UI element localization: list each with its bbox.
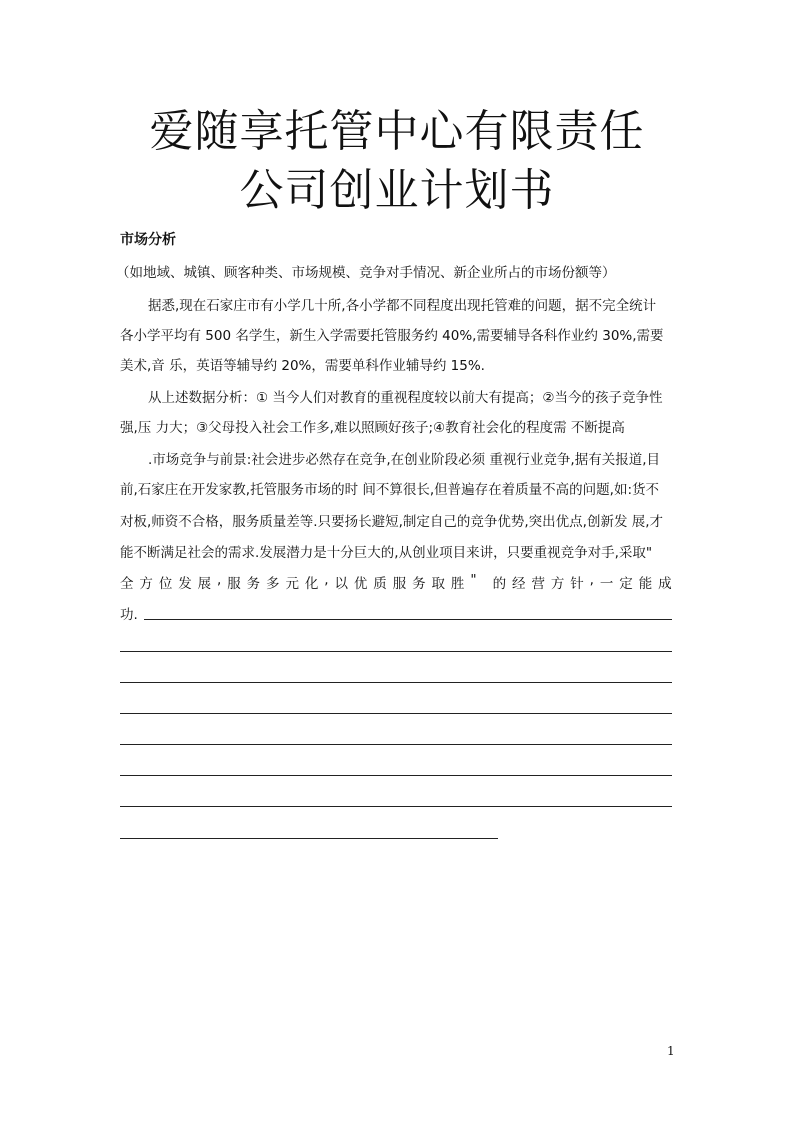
blank-line bbox=[120, 775, 672, 776]
section-heading: 市场分析 bbox=[120, 232, 176, 248]
spread-char: 定 bbox=[619, 576, 633, 592]
spread-char: 以 bbox=[334, 576, 348, 592]
paragraph-line: 据悉,现在石家庄市有小学几十所,各小学都不同程度出现托管难的问题，据不完全统计 bbox=[148, 298, 657, 314]
spread-char: 多 bbox=[266, 576, 280, 592]
paragraph-line: 前,石家庄在开发家教,托管服务市场的时 间不算很长,但普遍存在着质量不高的问题,如:货不 bbox=[120, 482, 660, 498]
paragraph-line: 从上述数据分析：① 当今人们对教育的重视程度较以前大有提高；②当今的孩子竞争性 bbox=[148, 390, 663, 406]
spread-char: 一 bbox=[599, 576, 614, 592]
paragraph-line: 对板,师资不合格，服务质量差等.只要扬长避短,制定自己的竞争优势,突出优点,创新发 展,才 bbox=[120, 514, 664, 530]
blank-line bbox=[144, 619, 672, 620]
spread-char: 服 bbox=[227, 576, 241, 592]
spread-char: 方 bbox=[550, 576, 565, 592]
spread-char: 务 bbox=[246, 576, 261, 592]
blank-line bbox=[120, 806, 672, 807]
spread-char: 的 bbox=[492, 576, 507, 592]
paragraph-line: 美术,音 乐，英语等辅导约 20%，需要单科作业辅导约 15%. bbox=[120, 358, 485, 374]
spread-char: 展 bbox=[197, 576, 212, 592]
document-title-line-1: 爱随享托管中心有限责任 bbox=[149, 106, 645, 157]
spread-char: 胜 bbox=[450, 576, 465, 592]
blank-line bbox=[120, 744, 672, 745]
spread-char: 服 bbox=[392, 576, 407, 592]
spread-char: 营 bbox=[531, 576, 545, 592]
spread-char: 能 bbox=[638, 576, 653, 592]
spread-char bbox=[482, 572, 486, 592]
spread-char: 经 bbox=[512, 576, 526, 592]
paragraph-spread-line bbox=[120, 572, 672, 592]
spread-char: 质 bbox=[373, 576, 387, 592]
blank-line bbox=[120, 651, 672, 652]
spread-char: " bbox=[470, 572, 477, 588]
spread-char: 务 bbox=[412, 576, 426, 592]
blank-line bbox=[120, 713, 672, 714]
spread-char: 化 bbox=[304, 576, 319, 592]
spread-char: 元 bbox=[285, 576, 299, 592]
spread-char: , bbox=[324, 572, 329, 588]
spread-char: 优 bbox=[353, 576, 368, 592]
document-title-line-2: 公司创业计划书 bbox=[239, 165, 555, 216]
paragraph-line: 强,压 力大；③父母投入社会工作多,难以照顾好孩子;④教育社会化的程度需 不断提高 bbox=[120, 420, 625, 436]
section-subheading: （如地域、城镇、顾客种类、市场规模、竞争对手情况、新企业所占的市场份额等） bbox=[116, 265, 616, 281]
spread-char: 全 bbox=[120, 576, 134, 592]
page-number: 1 bbox=[667, 1044, 675, 1058]
spread-char: , bbox=[217, 572, 222, 588]
blank-line bbox=[120, 682, 672, 683]
blank-line bbox=[120, 838, 498, 839]
paragraph-line: 功. bbox=[120, 607, 138, 623]
spread-char: 取 bbox=[431, 576, 445, 592]
spread-char: 发 bbox=[178, 576, 192, 592]
spread-char: 方 bbox=[139, 576, 153, 592]
paragraph-line: 各小学平均有 500 名学生，新生入学需要托管服务约 40%,需要辅导各科作业约 30%,需要 bbox=[120, 328, 664, 344]
spread-char: 针 bbox=[570, 576, 584, 592]
paragraph-line: 能不断满足社会的需求.发展潜力是十分巨大的,从创业项目来讲，只要重视竞争对手,采取" bbox=[120, 545, 653, 561]
paragraph-line: .市场竞争与前景:社会进步必然存在竞争,在创业阶段必须 重视行业竞争,据有关报道,目 bbox=[148, 452, 661, 468]
spread-char: 位 bbox=[158, 576, 173, 592]
spread-char: , bbox=[589, 572, 594, 588]
spread-char: 成 bbox=[658, 576, 672, 592]
